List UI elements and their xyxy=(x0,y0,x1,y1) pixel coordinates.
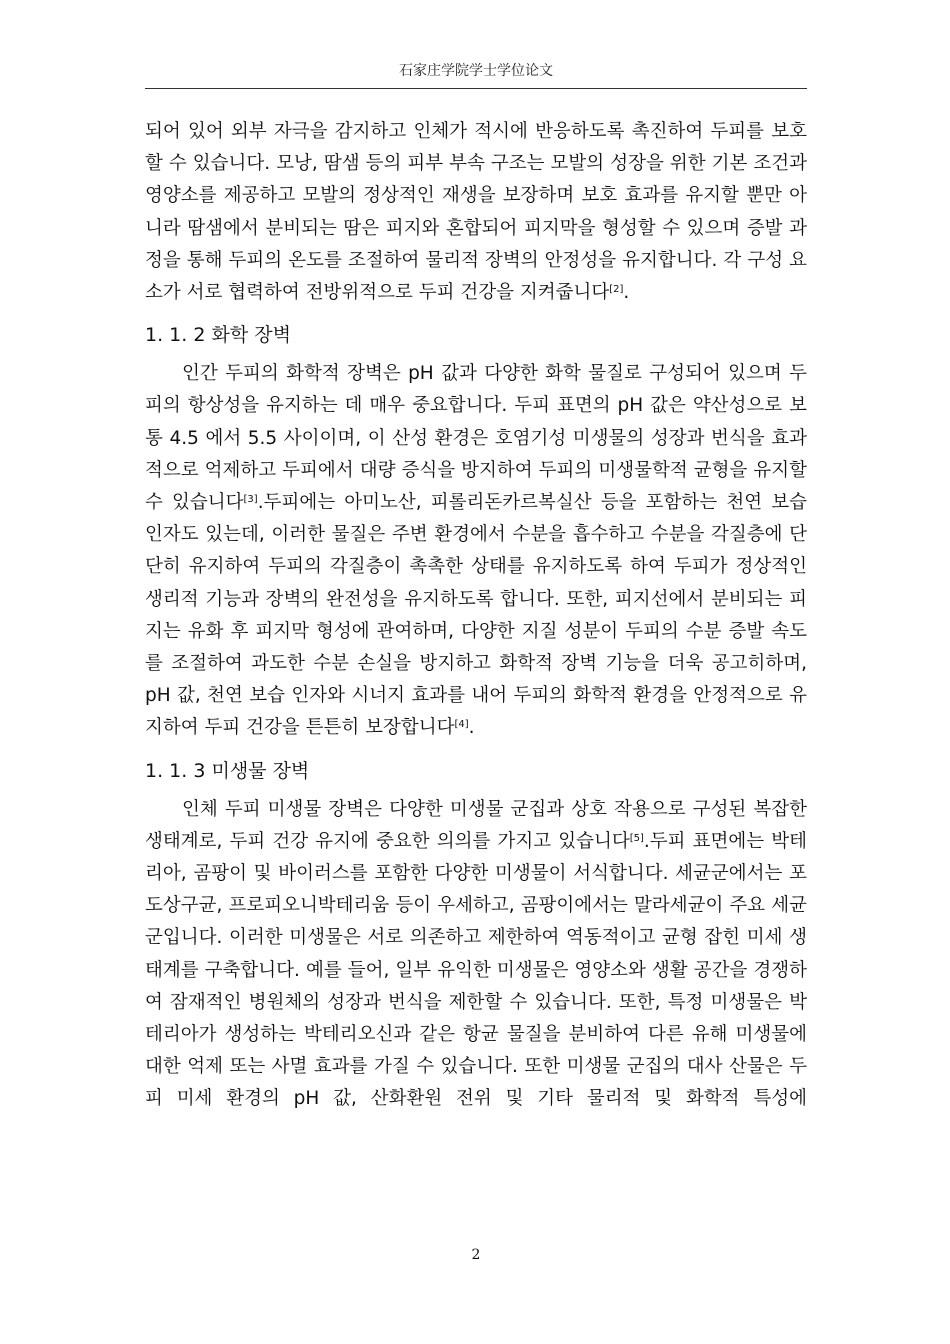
page-body xyxy=(145,116,807,1116)
paragraph-text: .두피 표면에는 박테리아, 곰팡이 및 바이러스를 포함한 다양한 미생물이 서식합니다. 세균군에서는 포도상구균, 프로피오니박테리움 등이 우세하고, 곰팡이에서는 말라세균이 주요 세균군입니다. 이러한 미생물은 서로 의존하고 제한하여 역동적이고 균형 잡힌 미세 생태계를 구축합니다. 예를 들어, 일부 유익한 미생물은 영양소와 생활 공간을 경쟁하여 잠재적인 병원체의 성장과 번식을 제한할 수 있습니다. 또한, 특정 미생물은 박테리아가 생성하는 박테리오신과 같은 항균 물질을 분비하여 다른 유해 미생물에 대한 억제 또는 사멸 효과를 가질 수 있습니다. 또한 미생물 군집의 대사 산물은 두피 미세 환경의 pH 값, 산화환원 전위 및 기타 물리적 및 화학적 특성에 xyxy=(145,830,807,1110)
paragraph-text: 인체 두피 미생물 장벽은 다양한 미생물 군집과 상호 작용으로 구성된 복잡한 생태계로, 두피 건강 유지에 중요한 의의를 가지고 있습니다 xyxy=(145,798,807,852)
citation-ref: [4] xyxy=(454,719,469,731)
paragraph-microbial-barrier xyxy=(145,794,807,1116)
paragraph-text: . xyxy=(623,282,630,304)
running-header: 石家庄学院学士学位论文 xyxy=(399,63,553,79)
section-heading-microbial-barrier: 1. 1. 3 미생물 장벽 xyxy=(145,759,310,782)
paragraph-chemical-barrier xyxy=(145,358,807,744)
paragraph-text: .두피에는 아미노산, 피롤리돈카르복실산 등을 포함하는 천연 보습 인자도 있는데, 이러한 물질은 주변 환경에서 수분을 흡수하고 수분을 각질층에 단단히 유지하여 두피의 각질층이 촉촉한 상태를 유지하도록 하여 두피가 정상적인 생리적 기능과 장벽의 완전성을 유지하도록 합니다. 또한, 피지선에서 분비되는 피지는 유화 후 피지막 형성에 관여하며, 다양한 지질 성분이 두피의 수분 증발 속도를 조절하여 과도한 수분 손실을 방지하고 화학적 장벽 기능을 더욱 공고히하며, pH 값, 천연 보습 인자와 시너지 효과를 내어 두피의 화학적 환경을 안정적으로 유지하여 두피 건강을 튼튼히 보장합니다 xyxy=(145,492,807,739)
paragraph-text: 되어 있어 외부 자극을 감지하고 인체가 적시에 반응하도록 촉진하여 두피를 보호할 수 있습니다. 모낭, 땀샘 등의 피부 부속 구조는 모발의 성장을 위한 기본 조건과 영양소를 제공하고 모발의 정상적인 재생을 보장하며 보호 효과를 유지할 뿐만 아니라 땀샘에서 분비되는 땀은 피지와 혼합되어 피지막을 형성할 수 있으며 증발 과정을 통해 두피의 온도를 조절하여 물리적 장벽의 안정성을 유지합니다. 각 구성 요소가 서로 협력하여 전방위적으로 두피 건강을 지켜줍니다 xyxy=(145,121,807,304)
paragraph-text: . xyxy=(468,717,475,739)
citation-ref: [2] xyxy=(609,284,624,296)
page-number: 2 xyxy=(471,1247,481,1263)
citation-ref: [5] xyxy=(629,832,644,844)
citation-ref: [3] xyxy=(243,494,258,506)
paragraph-text: 인간 두피의 화학적 장벽은 pH 값과 다양한 화학 물질로 구성되어 있으며 두피의 항상성을 유지하는 데 매우 중요합니다. 두피 표면의 pH 값은 약산성으로 보통 4.5 에서 5.5 사이이며, 이 산성 환경은 호염기성 미생물의 성장과 번식을 효과적으로 억제하고 두피에서 대량 증식을 방지하여 두피의 미생물학적 균형을 유지할 수 있습니다 xyxy=(145,363,807,514)
header-rule xyxy=(145,88,807,89)
section-heading-chemical-barrier: 1. 1. 2 화학 장벽 xyxy=(145,324,291,347)
paragraph-physical-barrier-continued xyxy=(145,116,807,309)
